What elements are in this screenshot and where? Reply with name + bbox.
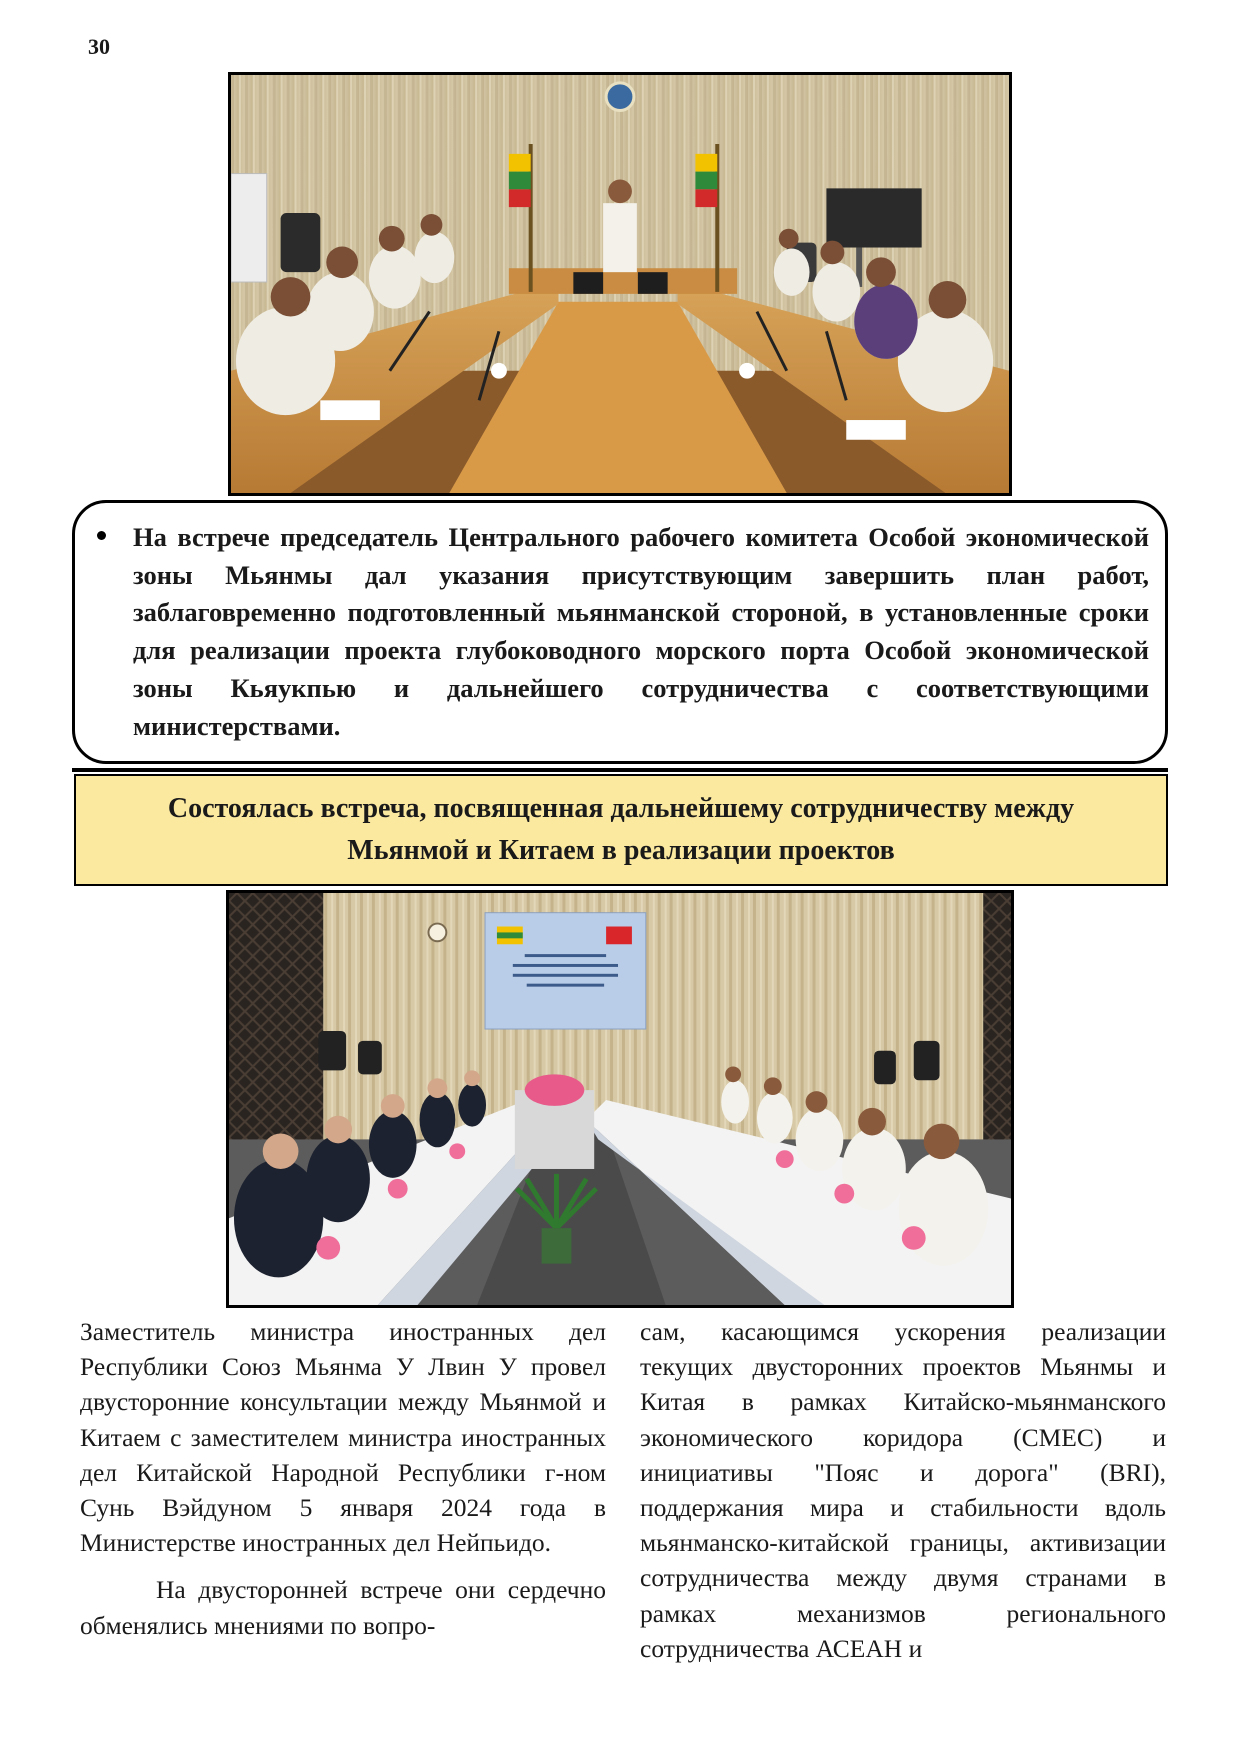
article-column-right bbox=[640, 1314, 1166, 1666]
meeting-photo-bottom bbox=[226, 890, 1014, 1308]
bullet-icon bbox=[97, 531, 106, 540]
headline-line-2: Мьянмой и Китаем в реализации проектов bbox=[347, 835, 895, 866]
article-paragraph-2: На двусторонней встрече они сердечно обменялись мнениями по вопро- bbox=[80, 1575, 606, 1640]
meeting-photo-top bbox=[228, 72, 1012, 496]
article-paragraph-2-continued: сам, касающимся ускорения реализации текущих двусторонних проектов Мьянмы и Китая в рамках Китайско-мьянманского экономического коридора (CMEC) и инициативы "Пояс и дорога" (BRI), поддержания мира и стабильности вдоль мьянманско-китайской границы, активизации сотрудничества между двумя странами в рамках механизмов регионального сотрудничества АСЕАН и bbox=[640, 1317, 1166, 1663]
key-point-text: На встрече председатель Центрального рабочего комитета Особой экономической зоны Мьянмы дал указания присутствующим завершить план работ, заблаговременно подготовленный мьянманской стороной, в установленные сроки для реализации проекта глубоководного морского порта Особой экономической зоны Кьяукпью и дальнейшего сотрудничества с соответствующими министерствами. bbox=[133, 522, 1149, 741]
article-headline bbox=[101, 788, 1141, 872]
article-column-left bbox=[80, 1314, 606, 1643]
article-headline-box bbox=[74, 774, 1168, 886]
key-point-callout bbox=[72, 500, 1168, 764]
article-paragraph-1: Заместитель министра иностранных дел Республики Союз Мьянма У Лвин У провел двусторонние консультации между Мьянмой и Китаем с заместителем министра иностранных дел Китайской Народной Республики г-ном Сунь Вэйдуном 5 января 2024 года в Министерстве иностранных дел Нейпьидо. bbox=[80, 1317, 606, 1558]
section-divider bbox=[72, 768, 1168, 772]
page-number: 30 bbox=[88, 34, 110, 59]
headline-line-1: Состоялась встреча, посвященная дальнейшему сотрудничеству между bbox=[167, 793, 1075, 824]
